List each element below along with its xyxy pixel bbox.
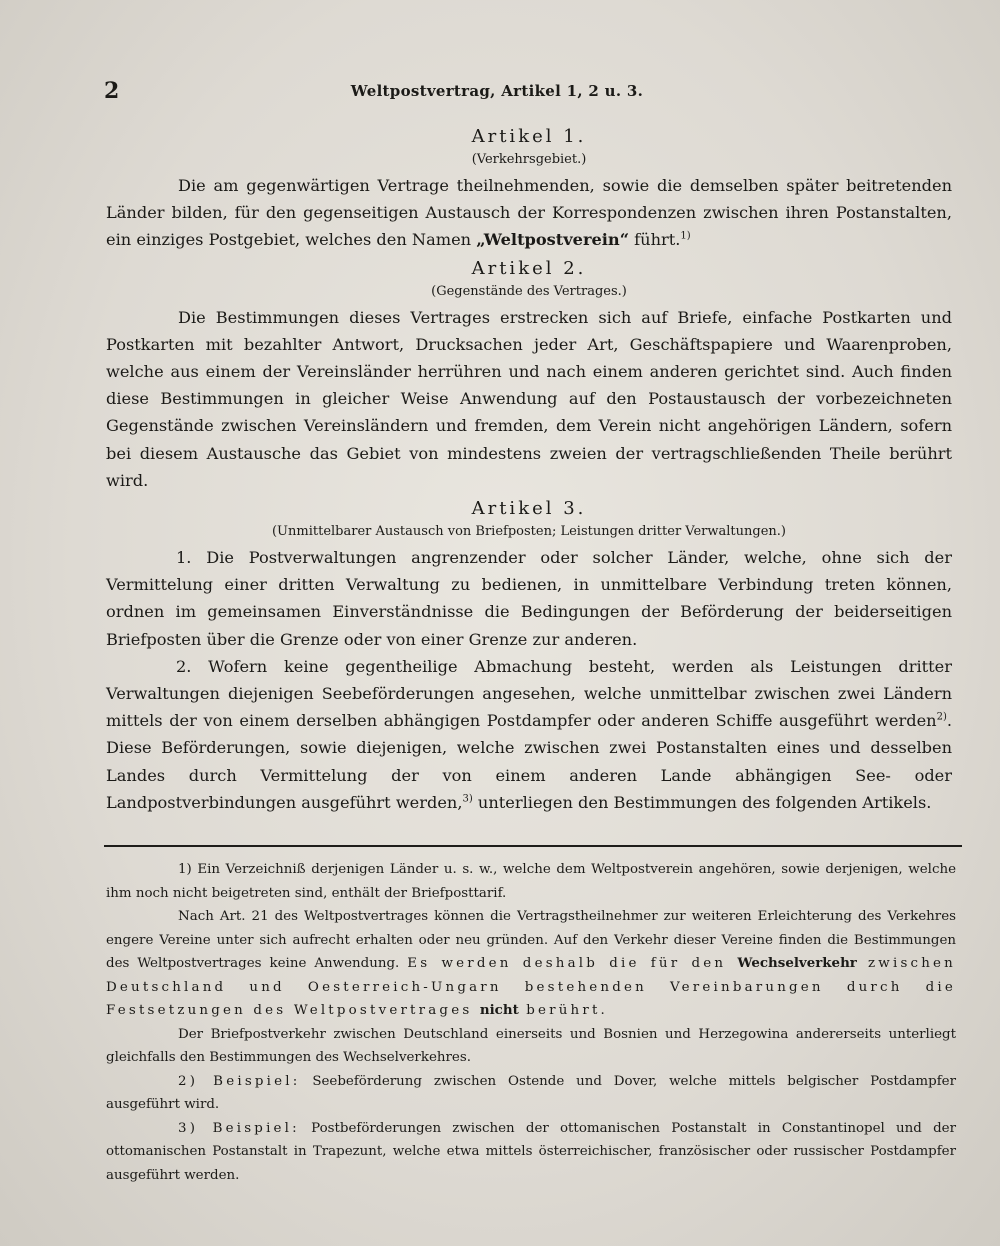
footnote-1-spaced-3: berührt.: [518, 1003, 609, 1018]
article-3-para-2-part-c: unterliegen den Bestimmungen des folgenden Artikels.: [472, 792, 932, 812]
page-header: [104, 78, 890, 106]
article-2-title: Artikel 2.: [471, 257, 587, 279]
article-1-text-end: führt.: [629, 230, 681, 250]
article-1: [106, 124, 952, 254]
article-2-subtitle: (Gegenstände des Vertrages.): [431, 283, 627, 299]
footnote-3-label: 3) Beispiel:: [178, 1120, 300, 1136]
nicht-emphasis: nicht: [479, 1002, 519, 1018]
footnote-1-spaced-1: Es werden deshalb die für den: [407, 956, 738, 971]
article-1-subtitle: (Verkehrsgebiet.): [471, 152, 587, 167]
article-1-text: [106, 172, 952, 254]
weltpostverein-name: „Weltpostverein“: [476, 230, 630, 250]
article-3-para-1: 1. Die Postverwaltungen angrenzender oder solcher Länder, welche, ohne sich der Vermittelung einer dritten Verwaltung zu bedienen, in unmittelbare Verbindung treten können, ordnen im gemeinsamen Einverständnisse die Bedingungen der Beförderung der beiderseitigen Briefposten über die Grenze oder von einer Grenze zur anderen.: [106, 548, 952, 649]
article-2: [106, 256, 952, 494]
article-1-title: Artikel 1.: [471, 126, 587, 147]
footnote-ref-2: 2): [936, 711, 947, 723]
article-2-text: Die Bestimmungen dieses Vertrages erstrecken sich auf Briefe, einfache Postkarten und Postkarten mit bezahlter Antwort, Drucksachen jeder Art, Geschäftspapiere und Waarenproben, welche aus einem der Vereinsländer herrühren und nach einem anderen gerichtet sind. Auch finden diese Bestimmungen in gleicher Weise Anwendung auf den Postaustausch der vorbezeichneten Gegenstände zwischen Vereinsländern und fremden, dem Verein nicht angehörigen Ländern, sofern bei diesem Austausche das Gebiet von mindestens zweien der vertragschließenden Theile berührt wird.: [106, 307, 952, 490]
article-1-text-start: Die am gegenwärtigen Vertrage theilnehmenden, sowie die demselben später beitretenden Länder bilden, für den gegenseitigen Austausch der Korrespondenzen zwischen ihren Postanstalten, ein einziges Postgebiet, welches den Namen: [106, 176, 952, 250]
footnote-divider: [104, 845, 962, 847]
main-text: [106, 124, 952, 816]
wechselverkehr-term: Wechselverkehr: [737, 955, 857, 971]
footnote-ref-1: 1): [680, 231, 691, 243]
footnote-1-spaced-2: zwischen Deutschland und Oesterreich-Ungarn bestehenden Vereinbarungen durch die Festsetzungen des Weltpostvertrages: [106, 956, 956, 1018]
article-3-subtitle: (Unmittelbarer Austausch von Briefposten; Leistungen dritter Verwaltungen.): [271, 524, 786, 540]
footnote-1: 1) Ein Verzeichniß derjenigen Länder u. s. w., welche dem Weltpostverein angehören, sowie derjenigen, welche ihm noch nicht beigetreten sind, enthält der Briefposttarif.: [106, 862, 956, 901]
footnote-1-continued-text: Nach Art. 21 des Weltpostvertrages können die Vertragstheilnehmer zur weiteren Erleichterung des Verkehres engere Vereine unter sich aufrecht erhalten oder neu gründen. Auf den Verkehr dieser Vereine finden die Bestimmungen des Weltpostvertrages keine Anwendung.: [106, 909, 956, 971]
footnote-2-text: Seebeförderung zwischen Ostende und Dover, welche mittels belgischer Postdampfer ausgeführt wird.: [106, 1073, 956, 1112]
footnote-1-continued: [106, 905, 956, 1023]
footnote-3-text: Postbeförderungen zwischen der ottomanischen Postanstalt in Constantinopel und der ottomanischen Postanstalt in Trapezunt, welche etwa mittels österreichischer, französischer oder russischer Postdampfer ausgeführt werden.: [106, 1120, 956, 1183]
running-title: Weltpostvertrag, Artikel 1, 2 u. 3.: [350, 82, 644, 100]
page-number: 2: [104, 78, 120, 104]
footnote-ref-3: 3): [462, 793, 473, 805]
footnote-1-bosnia: Der Briefpostverkehr zwischen Deutschland einerseits und Bosnien und Herzegowina andererseits unterliegt gleichfalls den Bestimmungen des Wechselverkehres.: [106, 1026, 956, 1065]
article-3-para-2-part-b: . Diese Beförderungen, sowie diejenigen, welche zwischen zwei Postanstalten eines und desselben Landes durch Vermittelung der von einem anderen Lande abhängigen See- oder Landpostverbindungen ausgeführt werden,: [106, 711, 952, 812]
footnote-2: [106, 1070, 956, 1117]
footnote-3: [106, 1117, 956, 1188]
article-3-para-2: [106, 653, 952, 816]
article-3-para-2-part-a: 2. Wofern keine gegentheilige Abmachung besteht, werden als Leistungen dritter Verwaltungen diejenigen Seebeförderungen angesehen, welche unmittelbar zwischen zwei Ländern mittels der von einem derselben abhängigen Postdampfer oder anderen Schiffe ausgeführt werden: [106, 656, 952, 731]
article-3-title: Artikel 3.: [471, 498, 587, 520]
footnote-2-label: 2) Beispiel:: [178, 1073, 301, 1089]
footnotes: [106, 858, 956, 1187]
article-3: [106, 496, 952, 816]
